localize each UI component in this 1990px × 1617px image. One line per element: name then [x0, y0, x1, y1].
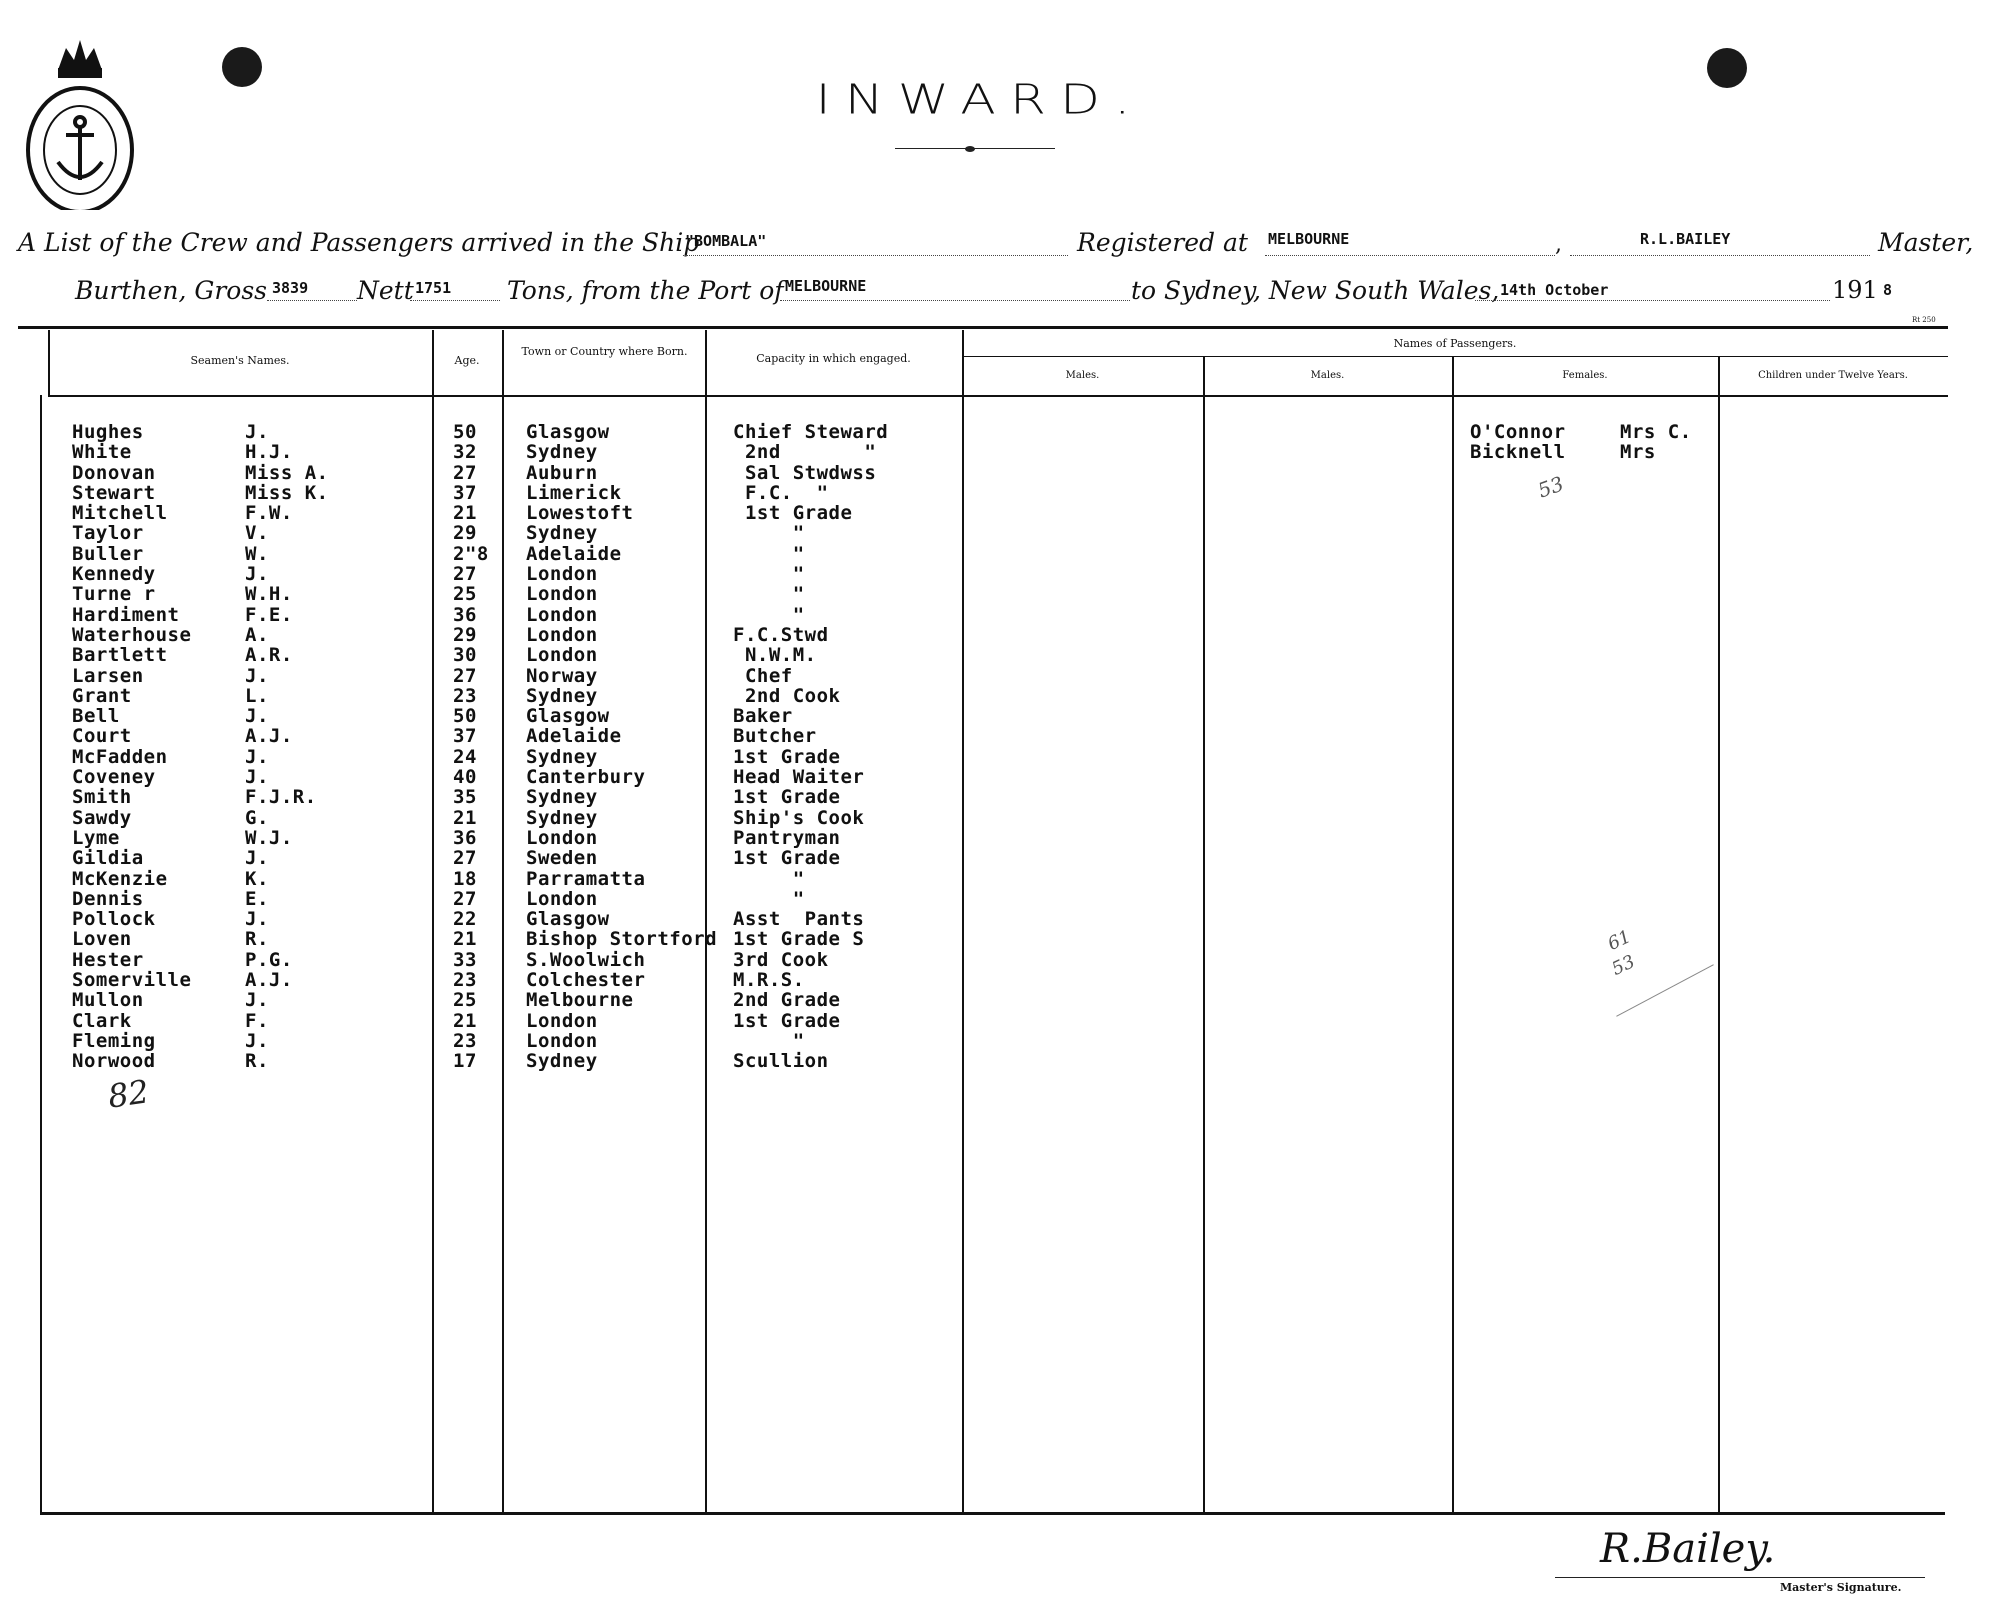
master-field-line — [1570, 255, 1870, 256]
master-label: Master, — [1878, 228, 1974, 257]
crew-age: 29 — [453, 522, 477, 545]
crew-birthplace: Sweden — [526, 847, 598, 870]
crew-initials: J. — [245, 1029, 269, 1052]
crew-surname: Norwood — [72, 1050, 156, 1073]
crew-surname: Mitchell — [72, 502, 168, 525]
crew-age: 37 — [453, 481, 477, 504]
crew-initials: R. — [245, 1050, 269, 1073]
crew-initials: Miss A. — [245, 461, 329, 484]
crew-capacity: 1st Grade — [733, 786, 841, 809]
crew-initials: J. — [245, 989, 269, 1012]
page-title: INWARD. — [815, 76, 1145, 124]
crew-age: 33 — [453, 948, 477, 971]
punch-hole-left — [222, 47, 262, 87]
crew-birthplace: Glasgow — [526, 421, 610, 443]
column-rule — [432, 330, 434, 1512]
crew-age: 27 — [453, 887, 477, 910]
registered-field-line — [1265, 255, 1555, 256]
table-bottom-rule — [40, 1512, 1945, 1515]
crew-age: 27 — [453, 664, 477, 687]
crew-capacity: " — [733, 522, 805, 545]
crew-surname: Lyme — [72, 826, 120, 849]
column-header-males: Males. — [1310, 370, 1345, 381]
signature-line — [1555, 1577, 1925, 1578]
crew-capacity: 2nd Cook — [733, 684, 841, 707]
crew-capacity: F.C. " — [733, 481, 829, 504]
crew-surname: Mullon — [72, 989, 144, 1012]
crew-age: 21 — [453, 928, 477, 951]
crew-capacity: 1st Grade — [733, 1009, 841, 1032]
column-header-children: Children under Twelve Years. — [1758, 370, 1908, 381]
crew-surname: Pollock — [72, 908, 156, 931]
form-number: Rt 250 — [1912, 316, 1936, 324]
crew-age: 22 — [453, 908, 477, 931]
crew-birthplace: Sydney — [526, 522, 598, 545]
crew-capacity: " — [733, 603, 805, 626]
crew-birthplace: London — [526, 563, 598, 586]
nett-label: Nett — [357, 276, 414, 305]
crew-birthplace: Sydney — [526, 745, 598, 768]
crew-capacity: N.W.M. — [733, 644, 817, 667]
port-of-departure-field: MELBOURNE — [785, 277, 867, 295]
from-port-label: Tons, from the Port of — [507, 276, 784, 305]
crew-surname: Fleming — [72, 1029, 156, 1052]
arrival-date-field: 14th October — [1500, 281, 1609, 299]
crew-age: 21 — [453, 806, 477, 829]
crew-surname: Court — [72, 725, 132, 748]
table-top-rule — [18, 326, 1948, 329]
header-line1-label: A List of the Crew and Passengers arrived in the Ship — [18, 228, 700, 257]
column-rule — [962, 330, 964, 1512]
crew-initials: J. — [245, 705, 269, 728]
female-passenger-surname: Bicknell — [1470, 441, 1566, 464]
crew-age: 25 — [453, 583, 477, 606]
crew-initials: K. — [245, 867, 269, 890]
gross-tons-field: 3839 — [272, 279, 309, 297]
crew-age: 36 — [453, 603, 477, 626]
column-header-passengers: Names of Passengers. — [1393, 337, 1517, 350]
crew-capacity: Butcher — [733, 725, 817, 748]
crew-surname: Bartlett — [72, 644, 168, 667]
crew-initials: A.J. — [245, 969, 293, 992]
crew-capacity: Scullion — [733, 1050, 829, 1073]
crew-initials: J. — [245, 908, 269, 931]
crew-capacity: " — [733, 542, 805, 565]
crew-surname-column — [72, 422, 191, 1072]
handwritten-note: 61 — [1604, 926, 1635, 955]
crew-capacity: 1st Grade — [733, 847, 841, 870]
table-header-rule — [48, 395, 1948, 397]
crew-age: 27 — [453, 847, 477, 870]
female-passenger-title: Mrs — [1620, 441, 1656, 464]
crew-surname: Dennis — [72, 887, 144, 910]
crew-initials: J. — [245, 766, 269, 789]
crew-age: 18 — [453, 867, 477, 890]
crew-birthplace: Sydney — [526, 786, 598, 809]
passenger-subheader-rule — [962, 356, 1948, 357]
crew-surname: Hughes — [72, 421, 144, 443]
crew-capacity: " — [733, 887, 805, 910]
crew-surname: White — [72, 441, 132, 464]
crew-initials: H.J. — [245, 441, 293, 464]
crew-age: 25 — [453, 989, 477, 1012]
registered-port-field: MELBOURNE — [1268, 230, 1350, 248]
crew-surname: Hester — [72, 948, 144, 971]
crew-capacity: Pantryman — [733, 826, 841, 849]
handwritten-note: 53 — [1534, 471, 1567, 503]
crew-capacity: " — [733, 867, 805, 890]
crew-birthplace: Melbourne — [526, 989, 634, 1012]
crew-surname: Bell — [72, 705, 120, 728]
handwritten-note: 53 — [1608, 951, 1639, 980]
crew-surname: Donovan — [72, 461, 156, 484]
crew-birthplace: London — [526, 644, 598, 667]
ship-field-line — [683, 255, 1068, 256]
crew-initials: A.R. — [245, 644, 293, 667]
crew-age: 17 — [453, 1050, 477, 1073]
crew-birthplace: Parramatta — [526, 867, 646, 890]
crew-birthplace: London — [526, 603, 598, 626]
crew-age: 27 — [453, 461, 477, 484]
crew-surname: Coveney — [72, 766, 156, 789]
crew-birthplace: London — [526, 887, 598, 910]
crew-age: 30 — [453, 644, 477, 667]
crew-initials: J. — [245, 745, 269, 768]
crew-birthplace: Sydney — [526, 441, 598, 464]
column-rule — [1203, 356, 1205, 1512]
crew-capacity: Asst Pants — [733, 908, 865, 931]
crew-birthplace-column — [526, 422, 717, 1072]
column-header-females: Females. — [1562, 370, 1608, 381]
column-header-names: Seamen's Names. — [190, 354, 290, 367]
crew-age: 23 — [453, 1029, 477, 1052]
column-rule — [1718, 356, 1720, 1512]
crew-capacity: Chief Steward — [733, 421, 889, 443]
crew-age: 32 — [453, 441, 477, 464]
crew-initials: W.H. — [245, 583, 293, 606]
crew-birthplace: Glasgow — [526, 705, 610, 728]
crew-capacity: 1st Grade — [733, 502, 853, 525]
crew-capacity: " — [733, 1029, 805, 1052]
crew-initials: J. — [245, 664, 269, 687]
crew-age: 27 — [453, 563, 477, 586]
department-seal — [18, 30, 143, 210]
column-header-males: Males. — [1065, 370, 1100, 381]
crew-birthplace: London — [526, 1029, 598, 1052]
signature-label: Master's Signature. — [1780, 1581, 1902, 1594]
crew-birthplace: Auburn — [526, 461, 598, 484]
crew-initials: A.J. — [245, 725, 293, 748]
crew-capacity: Head Waiter — [733, 766, 865, 789]
column-header-capacity: Capacity in which engaged. — [756, 352, 911, 365]
crew-surname: Clark — [72, 1009, 132, 1032]
crew-birthplace: Sydney — [526, 684, 598, 707]
registered-label: Registered at — [1077, 228, 1248, 257]
crew-age: 23 — [453, 969, 477, 992]
crew-age: 50 — [453, 421, 477, 443]
master-signature: R.Bailey. — [1600, 1526, 1776, 1572]
crew-birthplace: Adelaide — [526, 725, 622, 748]
crew-initials: W. — [245, 542, 269, 565]
burthen-label: Burthen, Gross — [75, 276, 267, 305]
crew-age: 29 — [453, 623, 477, 646]
crew-initials: G. — [245, 806, 269, 829]
crew-initials: W.J. — [245, 826, 293, 849]
port-field-line — [780, 300, 1130, 301]
crew-surname: Stewart — [72, 481, 156, 504]
header-comma: , — [1555, 232, 1562, 257]
crew-age-column — [453, 422, 489, 1072]
nett-field-line — [410, 300, 500, 301]
female-passenger-surname-column — [1470, 422, 1566, 463]
crew-surname: Somerville — [72, 969, 192, 992]
crew-surname: Sawdy — [72, 806, 132, 829]
female-passenger-title-column — [1620, 422, 1692, 463]
crew-initials: L. — [245, 684, 269, 707]
crew-initials: R. — [245, 928, 269, 951]
column-header-age: Age. — [454, 354, 480, 367]
title-flourish — [895, 148, 1055, 153]
crew-initials: J. — [245, 847, 269, 870]
nett-tons-field: 1751 — [415, 279, 452, 297]
crew-surname: McKenzie — [72, 867, 168, 890]
crew-initials: F.J.R. — [245, 786, 317, 809]
crew-birthplace: London — [526, 826, 598, 849]
crew-birthplace: London — [526, 583, 598, 606]
year-suffix: 8 — [1883, 281, 1893, 299]
year-prefix: 191 — [1832, 276, 1878, 304]
crew-initials: J. — [245, 421, 269, 443]
crew-capacity: Sal Stwdwss — [733, 461, 877, 484]
column-rule — [1452, 356, 1454, 1512]
title-flourish-dot — [965, 146, 975, 152]
crew-birthplace: Lowestoft — [526, 502, 634, 525]
crew-birthplace: Canterbury — [526, 766, 646, 789]
crew-birthplace: Limerick — [526, 481, 622, 504]
master-name-field: R.L.BAILEY — [1640, 230, 1731, 248]
crew-surname: Taylor — [72, 522, 144, 545]
crew-birthplace: S.Woolwich — [526, 948, 646, 971]
crew-birthplace: Norway — [526, 664, 598, 687]
crew-initials: V. — [245, 522, 269, 545]
crew-capacity: F.C.Stwd — [733, 623, 829, 646]
crew-birthplace: London — [526, 623, 598, 646]
crew-age: 40 — [453, 766, 477, 789]
punch-hole-right — [1707, 48, 1747, 88]
crew-capacity: 2nd " — [733, 441, 877, 464]
crew-initials: E. — [245, 887, 269, 910]
crew-surname: Larsen — [72, 664, 144, 687]
crew-age: 35 — [453, 786, 477, 809]
destination-label: to Sydney, New South Wales, — [1131, 276, 1500, 305]
handwritten-crew-count: 82 — [105, 1072, 152, 1116]
crew-capacity: " — [733, 583, 805, 606]
column-rule — [40, 395, 42, 1512]
crew-capacity: Ship's Cook — [733, 806, 865, 829]
crew-birthplace: Sydney — [526, 806, 598, 829]
crew-surname: McFadden — [72, 745, 168, 768]
crew-surname: Buller — [72, 542, 144, 565]
crew-capacity: Chef — [733, 664, 793, 687]
crew-capacity: 2nd Grade — [733, 989, 841, 1012]
crew-initials: Miss K. — [245, 481, 329, 504]
ship-name-field: "BOMBALA" — [685, 232, 767, 250]
crew-birthplace: Colchester — [526, 969, 646, 992]
crew-capacity: " — [733, 563, 805, 586]
crew-initials-column — [245, 422, 329, 1072]
crew-surname: Turne r — [72, 583, 156, 606]
crew-surname: Grant — [72, 684, 132, 707]
crew-age: 2"8 — [453, 542, 489, 565]
crew-capacity: Baker — [733, 705, 793, 728]
crew-age: 24 — [453, 745, 477, 768]
crew-initials: J. — [245, 563, 269, 586]
crew-initials: F. — [245, 1009, 269, 1032]
crew-birthplace: Glasgow — [526, 908, 610, 931]
female-passenger-title: Mrs C. — [1620, 421, 1692, 443]
crew-age: 21 — [453, 502, 477, 525]
crew-capacity-column — [733, 422, 888, 1072]
crew-age: 23 — [453, 684, 477, 707]
crew-surname: Hardiment — [72, 603, 180, 626]
crew-surname: Waterhouse — [72, 623, 192, 646]
crew-age: 36 — [453, 826, 477, 849]
crew-capacity: 1st Grade — [733, 745, 841, 768]
crew-initials: A. — [245, 623, 269, 646]
crew-age: 21 — [453, 1009, 477, 1032]
crew-initials: P.G. — [245, 948, 293, 971]
crew-initials: F.W. — [245, 502, 293, 525]
crew-capacity: M.R.S. — [733, 969, 805, 992]
crew-initials: F.E. — [245, 603, 293, 626]
crew-capacity: 3rd Cook — [733, 948, 829, 971]
crew-surname: Kennedy — [72, 563, 156, 586]
crew-birthplace: Bishop Stortford — [526, 928, 718, 951]
crew-age: 37 — [453, 725, 477, 748]
crew-surname: Loven — [72, 928, 132, 951]
crew-birthplace: London — [526, 1009, 598, 1032]
crew-surname: Gildia — [72, 847, 144, 870]
crew-birthplace: Adelaide — [526, 542, 622, 565]
crew-birthplace: Sydney — [526, 1050, 598, 1073]
female-passenger-surname: O'Connor — [1470, 421, 1566, 443]
column-rule — [502, 330, 504, 1512]
crew-surname: Smith — [72, 786, 132, 809]
gross-field-line — [267, 300, 357, 301]
crew-capacity: 1st Grade S — [733, 928, 865, 951]
date-field-line — [1475, 300, 1830, 301]
crew-age: 50 — [453, 705, 477, 728]
column-header-town: Town or Country where Born. — [521, 345, 688, 358]
